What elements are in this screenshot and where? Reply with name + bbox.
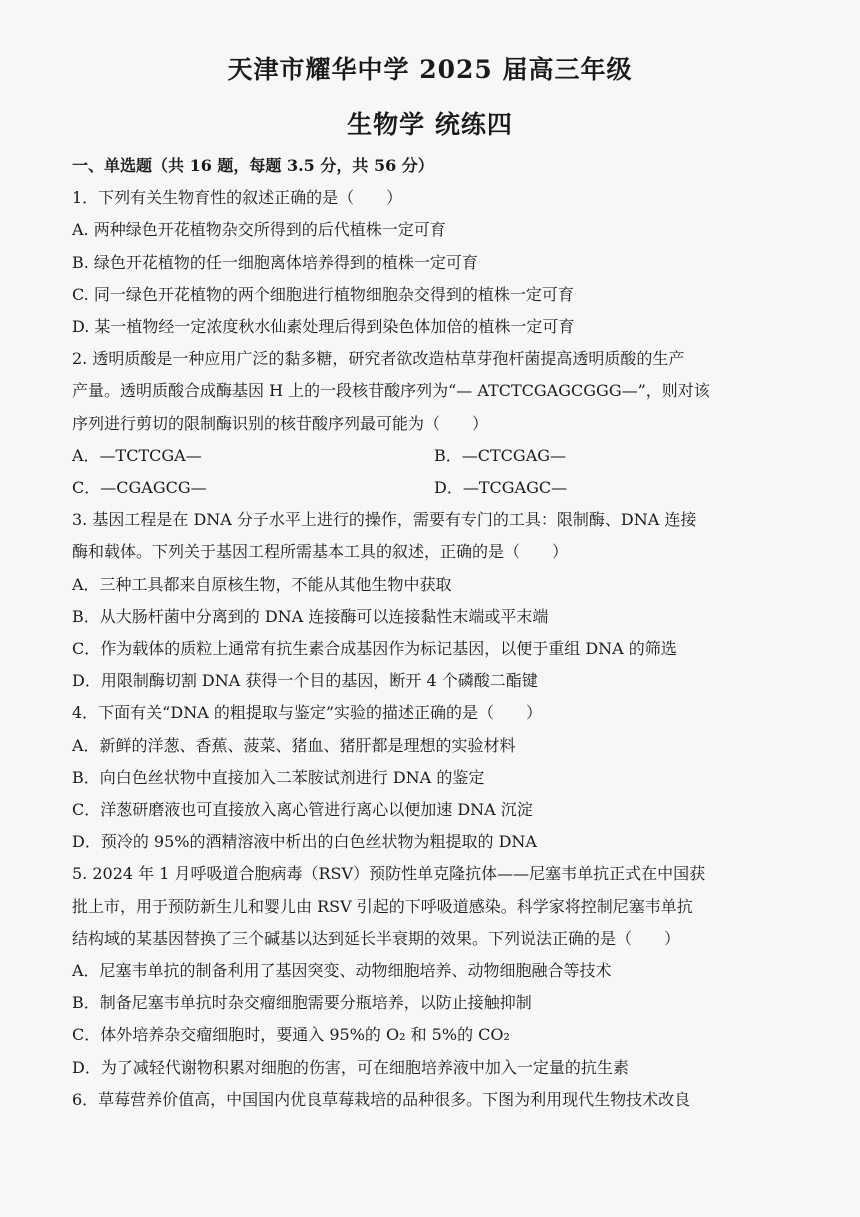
q2-option-a: A．—TCTCGA— xyxy=(72,445,202,465)
q5-stem-line1: 5. 2024 年 1 月呼吸道合胞病毒（RSV）预防性单克隆抗体——尼塞韦单抗正式在中国获 xyxy=(72,864,706,884)
q2-option-d: D．—TCGAGC— xyxy=(434,478,568,498)
q1-option-b: B. 绿色开花植物的任一细胞离体培养得到的植株一定可育 xyxy=(72,252,478,272)
q2-stem-line3: 序列进行剪切的限制酶识别的核苷酸序列最可能为（ ） xyxy=(72,413,489,433)
page-subtitle: 生物学 统练四 xyxy=(347,110,513,139)
q3-stem-line1: 3. 基因工程是在 DNA 分子水平上进行的操作，需要有专门的工具：限制酶、DNA 连接 xyxy=(72,510,697,530)
q5-option-b: B．制备尼塞韦单抗时杂交瘤细胞需要分瓶培养，以防止接触抑制 xyxy=(72,993,532,1013)
q2-options-row1 xyxy=(72,440,792,472)
q5-stem-line2: 批上市，用于预防新生儿和婴儿由 RSV 引起的下呼吸道感染。科学家将控制尼塞韦单抗 xyxy=(72,896,693,916)
q1-stem: 1．下列有关生物育性的叙述正确的是（ ） xyxy=(72,188,403,208)
q2-option-b: B．—CTCGAG— xyxy=(434,445,567,465)
q5-stem-line3: 结构域的某基因替换了三个碱基以达到延长半衰期的效果。下列说法正确的是（ ） xyxy=(72,928,681,948)
question-list xyxy=(72,150,792,1116)
q5-option-a: A．尼塞韦单抗的制备利用了基因突变、动物细胞培养、动物细胞融合等技术 xyxy=(72,961,612,981)
q1-option-a: A. 两种绿色开花植物杂交所得到的后代植株一定可育 xyxy=(72,220,446,240)
q4-option-b: B．向白色丝状物中直接加入二苯胺试剂进行 DNA 的鉴定 xyxy=(72,767,485,787)
q3-option-d: D．用限制酶切割 DNA 获得一个目的基因，断开 4 个磷酸二酯键 xyxy=(72,671,538,691)
page-title: 天津市耀华中学 2025 届高三年级 xyxy=(227,55,633,84)
q1-option-c: C. 同一绿色开花植物的两个细胞进行植物细胞杂交得到的植株一定可育 xyxy=(72,284,574,304)
q1-option-d: D. 某一植物经一定浓度秋水仙素处理后得到染色体加倍的植株一定可育 xyxy=(72,317,575,337)
q5-option-c: C．体外培养杂交瘤细胞时，要通入 95%的 O₂ 和 5%的 CO₂ xyxy=(72,1025,510,1045)
q3-option-c: C．作为载体的质粒上通常有抗生素合成基因作为标记基因，以便于重组 DNA 的筛选 xyxy=(72,639,677,659)
q4-option-a: A．新鲜的洋葱、香蕉、菠菜、猪血、猪肝都是理想的实验材料 xyxy=(72,735,516,755)
q2-stem-line2: 产量。透明质酸合成酶基因 H 上的一段核苷酸序列为“— ATCTCGAGCGGG—”，则对该 xyxy=(72,381,710,401)
section-heading: 一、单选题（共 16 题，每题 3.5 分，共 56 分） xyxy=(72,156,434,175)
q2-option-c: C．—CGAGCG— xyxy=(72,478,207,498)
q3-option-a: A．三种工具都来自原核生物，不能从其他生物中获取 xyxy=(72,574,452,594)
q5-option-d: D．为了减轻代谢物积累对细胞的伤害，可在细胞培养液中加入一定量的抗生素 xyxy=(72,1057,629,1077)
q4-option-d: D．预冷的 95%的酒精溶液中析出的白色丝状物为粗提取的 DNA xyxy=(72,832,537,852)
q3-stem-line2: 酶和载体。下列关于基因工程所需基本工具的叙述，正确的是（ ） xyxy=(72,542,569,562)
q2-options-row2 xyxy=(72,472,792,504)
q6-stem-line1: 6．草莓营养价值高，中国国内优良草莓栽培的品种很多。下图为利用现代生物技术改良 xyxy=(72,1089,691,1109)
q3-option-b: B．从大肠杆菌中分离到的 DNA 连接酶可以连接黏性末端或平末端 xyxy=(72,606,549,626)
q2-stem-line1: 2. 透明质酸是一种应用广泛的黏多糖，研究者欲改造枯草芽孢杆菌提高透明质酸的生产 xyxy=(72,349,685,369)
q4-option-c: C．洋葱研磨液也可直接放入离心管进行离心以便加速 DNA 沉淀 xyxy=(72,800,533,820)
q4-stem: 4．下面有关“DNA 的粗提取与鉴定”实验的描述正确的是（ ） xyxy=(72,703,543,723)
